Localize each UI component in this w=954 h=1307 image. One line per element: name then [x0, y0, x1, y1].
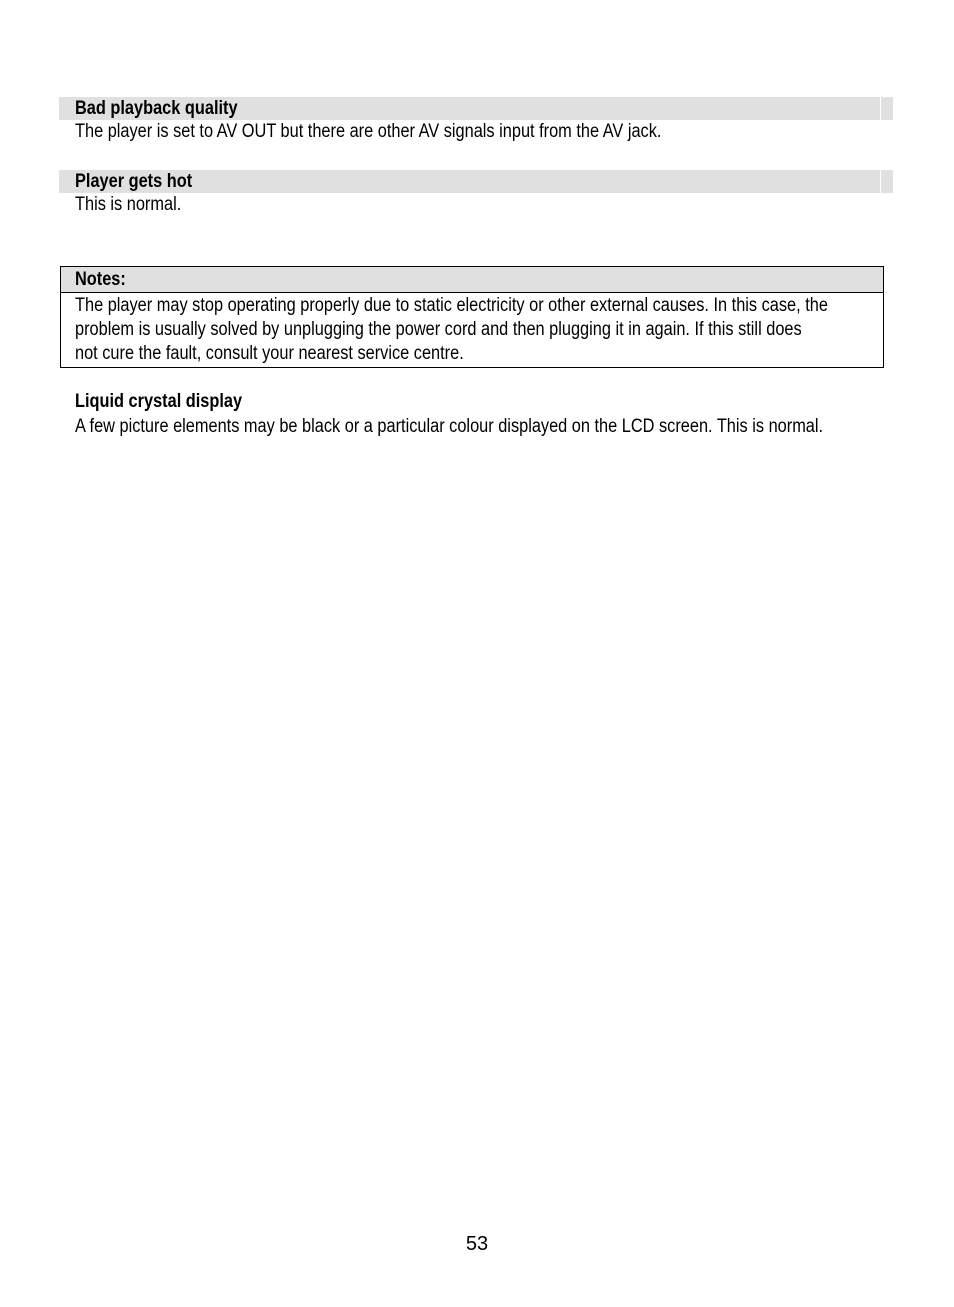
notes-box — [60, 266, 884, 368]
notes-header — [61, 267, 883, 293]
section-header — [59, 170, 893, 193]
section-player-gets-hot — [59, 170, 893, 217]
section-text: A few picture elements may be black or a particular colour displayed on the LCD screen. This is normal. — [75, 416, 824, 437]
section-header — [59, 97, 893, 120]
section-title: Player gets hot — [75, 171, 193, 192]
section-liquid-crystal-display — [75, 390, 905, 440]
page-number: 53 — [465, 1233, 489, 1255]
section-text: The player is set to AV OUT but there are other AV signals input from the AV jack. — [75, 121, 662, 142]
section-title: Liquid crystal display — [75, 391, 243, 412]
section-bad-playback-quality — [59, 97, 893, 144]
notes-text — [61, 293, 883, 367]
notes-line: problem is usually solved by unplugging the power cord and then plugging it in again. If this still does — [75, 319, 802, 340]
header-divider — [880, 170, 881, 193]
section-text: This is normal. — [75, 194, 182, 215]
section-title: Bad playback quality — [75, 98, 238, 119]
header-divider — [880, 97, 881, 120]
notes-line: The player may stop operating properly due to static electricity or other external causes. In this case, the — [75, 295, 828, 316]
notes-line: not cure the fault, consult your nearest service centre. — [75, 343, 464, 364]
notes-title: Notes: — [75, 269, 126, 290]
